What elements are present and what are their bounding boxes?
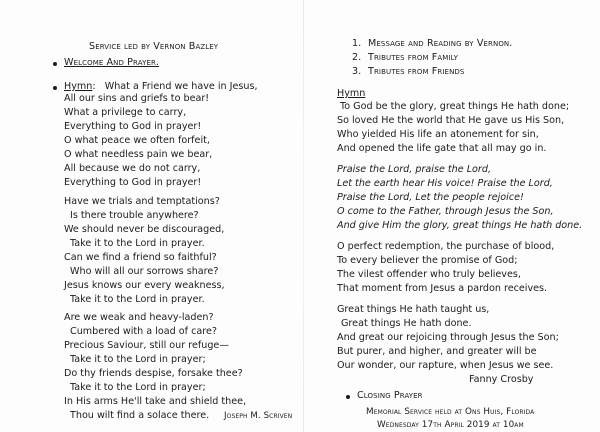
verse-line: Take it to the Lord in prayer. [70,238,205,249]
list-item: Message and Reading by Vernon. [368,38,513,49]
hymn-first-line: What a Friend we have in Jesus, [104,81,258,92]
verse-line: Have we trials and temptations? [64,196,220,207]
memorial-date: Wednesday 17th April 2019 at 10am [377,420,524,430]
hymn-label: Hymn [64,81,93,92]
verse-line: Great things He hath done. [341,318,472,329]
verse-line: O what needless pain we bear, [64,149,213,160]
list-item: Tributes from Friends [368,66,465,77]
page-fold [303,0,304,432]
verse-line: Everything to God in prayer! [64,121,202,132]
chorus-line: Let the earth hear His voice! Praise the Lord, [337,178,553,189]
hymn-label: Hymn [337,88,366,99]
list-number: 3. [352,66,362,77]
welcome-heading: Welcome And Prayer. [64,57,160,68]
verse-line: What a privilege to carry, [64,107,187,118]
bullet-icon [53,62,57,66]
memorial-venue: Memorial Service held at Ons Huis, Florida [366,407,535,417]
verse-line: All our sins and griefs to bear! [64,93,210,104]
verse-line: Is there trouble anywhere? [70,210,199,221]
hymn-author: Fanny Crosby [469,374,534,385]
chorus-line: O come to the Father, through Jesus the Son, [337,206,554,217]
verse-line: Jesus knows our every weakness, [64,280,225,291]
verse-line: We should never be discouraged, [64,224,225,235]
verse-line: To God be the glory, great things He hath done; [340,101,570,112]
verse-line: Can we find a friend so faithful? [64,252,217,263]
verse-line: Thou wilt find a solace there. [70,410,210,421]
verse-line: In His arms He'll take and shield thee, [64,396,247,407]
verse-line: Cumbered with a load of care? [70,326,217,337]
closing-prayer: Closing Prayer [357,390,423,401]
verse-line: O perfect redemption, the purchase of blood, [337,241,555,252]
list-number: 1. [352,38,362,49]
verse-line: The vilest offender who truly believes, [337,269,521,280]
verse-line: And opened the life gate that all may go in. [337,143,547,154]
chorus-line: Praise the Lord, praise the Lord, [337,164,491,175]
verse-line: Take it to the Lord in prayer; [70,354,206,365]
verse-line: Take it to the Lord in prayer. [70,294,205,305]
verse-line: And great our rejoicing through Jesus the Son; [337,332,559,343]
hymn-author: Joseph M. Scriven [224,411,293,421]
verse-line: So loved He the world that He gave us His Son, [337,115,565,126]
verse-line: Who yielded His life an atonement for sin, [337,129,539,140]
verse-line: Our wonder, our rapture, when Jesus we see. [337,360,554,371]
verse-line: Are we weak and heavy-laden? [64,312,214,323]
verse-line: Take it to the Lord in prayer; [70,382,206,393]
verse-line: All because we do not carry, [64,163,201,174]
bullet-icon [346,395,350,399]
verse-line: Great things He hath taught us, [337,304,490,315]
bullet-icon [53,86,57,90]
list-item: Tributes from Family [368,52,459,63]
verse-line: Who will all our sorrows share? [70,266,219,277]
verse-line: To every believer the promise of God; [337,255,518,266]
verse-line: Everything to God in prayer! [64,177,202,188]
verse-line: O what peace we often forfeit, [64,135,210,146]
hymn-line-1: Hymn: What a Friend we have in Jesus, [64,81,258,92]
chorus-line: Praise the Lord, Let the people rejoice! [337,192,524,203]
service-header: Service led by Vernon Bazley [89,41,219,52]
list-number: 2. [352,52,362,63]
verse-line: But purer, and higher, and greater will be [337,346,537,357]
verse-line: Do thy friends despise, forsake thee? [64,368,243,379]
verse-line: That moment from Jesus a pardon receives. [337,283,548,294]
chorus-line: And give Him the glory, great things He hath done. [337,220,583,231]
verse-line: Precious Saviour, still our refuge— [64,340,229,351]
